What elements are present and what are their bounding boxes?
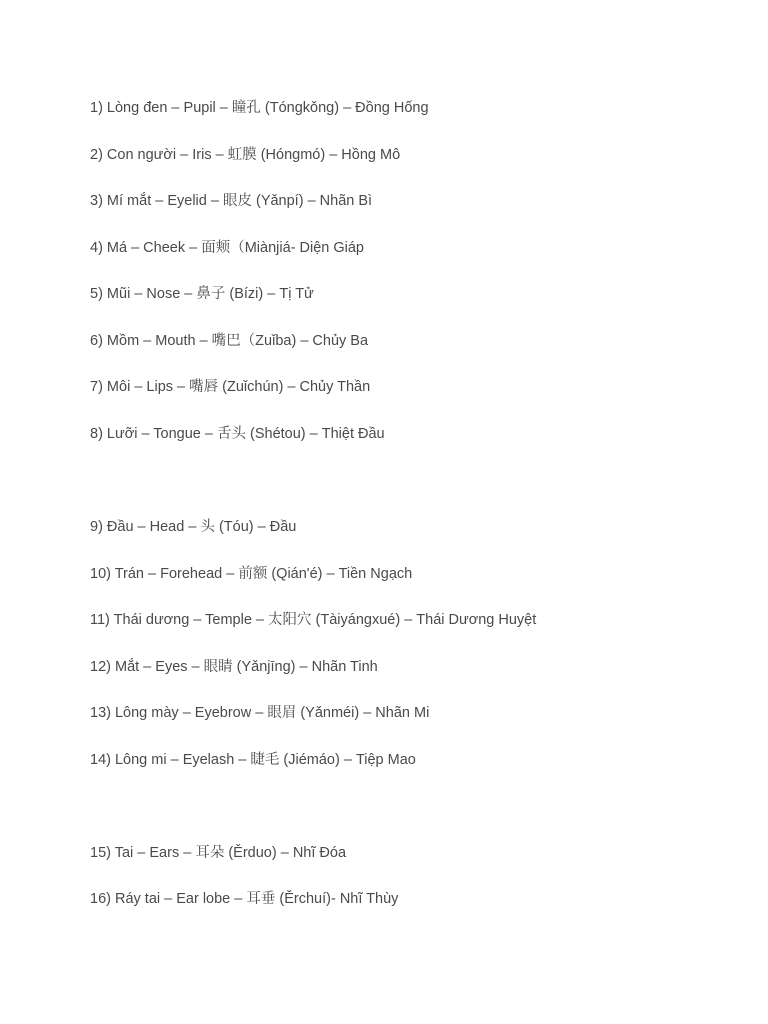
vocab-line-8: 8) Lưỡi – Tongue – 舌头 (Shétou) – Thiệt Đầu [90, 426, 385, 442]
vocab-line-13: 13) Lông mày – Eyebrow – 眼眉 (Yǎnméi) – Nhãn Mi [90, 705, 430, 721]
vocab-line-11: 11) Thái dương – Temple – 太阳穴 (Tàiyángxué) – Thái Dương Huyệt [90, 612, 537, 628]
vocab-line-12: 12) Mắt – Eyes – 眼睛 (Yǎnjīng) – Nhãn Tinh [90, 659, 378, 675]
vocab-line-2: 2) Con người – Iris – 虹膜 (Hóngmó) – Hồng Mô [90, 147, 401, 163]
vocab-line-9: 9) Đầu – Head – 头 (Tóu) – Đầu [90, 519, 297, 535]
vocab-line-7: 7) Môi – Lips – 嘴唇 (Zuǐchún) – Chủy Thần [90, 379, 371, 395]
vocab-line-14: 14) Lông mi – Eyelash – 睫毛 (Jiémáo) – Tiệp Mao [90, 752, 416, 768]
vocab-line-15: 15) Tai – Ears – 耳朵 (Ěrduo) – Nhĩ Đóa [90, 845, 347, 861]
vocab-line-6: 6) Mồm – Mouth – 嘴巴（Zuǐba) – Chủy Ba [90, 333, 369, 349]
vocab-line-3: 3) Mí mắt – Eyelid – 眼皮 (Yǎnpí) – Nhãn Bì [90, 193, 373, 209]
vocab-line-5: 5) Mũi – Nose – 鼻子 (Bízi) – Tị Tử [90, 286, 314, 302]
vocab-line-4: 4) Má – Cheek – 面颊（Miànjiá- Diện Giáp [90, 240, 364, 256]
vocab-line-10: 10) Trán – Forehead – 前额 (Qián'é) – Tiền Ngạch [90, 566, 413, 582]
vocab-line-1: 1) Lòng đen – Pupil – 瞳孔 (Tóngkǒng) – Đồng Hống [90, 100, 429, 116]
vocab-line-16: 16) Ráy tai – Ear lobe – 耳垂 (Ěrchuí)- Nhĩ Thùy [90, 891, 399, 907]
